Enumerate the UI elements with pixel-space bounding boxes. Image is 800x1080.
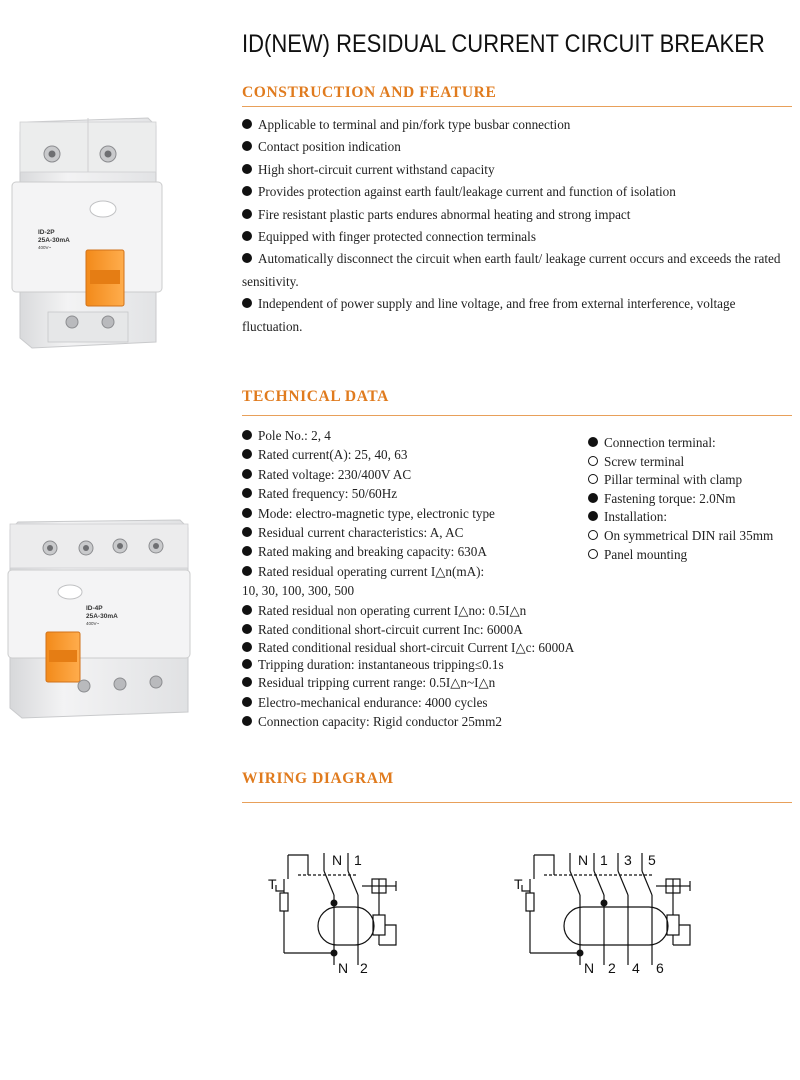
feature-item: Applicable to terminal and pin/fork type busbar connection	[242, 114, 792, 136]
bullet-icon	[242, 659, 252, 669]
product-label-model: ID-2P	[38, 229, 55, 236]
feature-item: Fire resistant plastic parts endures abnormal heating and strong impact	[242, 204, 792, 226]
option-circle-icon	[588, 474, 598, 484]
test-button-label: T	[514, 876, 523, 892]
bullet-icon	[242, 642, 252, 652]
bullet-icon	[242, 566, 252, 576]
spec-item: Connection terminal:	[588, 434, 773, 453]
spec-item: Installation:	[588, 508, 773, 527]
technical-list-right	[588, 434, 773, 564]
product-image-4p	[4, 516, 194, 722]
feature-item: Provides protection against earth fault/leakage current and function of isolation	[242, 181, 792, 203]
spec-item: Rated conditional short-circuit current Inc: 6000A	[242, 620, 602, 639]
construction-list	[242, 114, 792, 338]
bullet-icon	[242, 469, 252, 479]
bullet-icon	[242, 624, 252, 634]
technical-divider	[242, 415, 792, 416]
feature-item: Automatically disconnect the circuit when earth fault/ leakage current occurs and exceeds the rated sensitivity.	[242, 251, 781, 289]
terminal-label-bottom: 2	[608, 960, 616, 976]
terminal-label-top: 1	[600, 852, 608, 868]
bullet-icon	[242, 546, 252, 556]
bullet-icon	[588, 493, 598, 503]
bullet-icon	[242, 527, 252, 537]
spec-item: Tripping duration: instantaneous tripping≤0.1s	[242, 656, 602, 673]
product-label-voltage: 400V~	[86, 621, 100, 626]
feature-item: Equipped with finger protected connection terminals	[242, 226, 792, 248]
spec-item: Residual current characteristics: A, AC	[242, 523, 602, 542]
option-circle-icon	[588, 530, 598, 540]
spec-option: Panel mounting	[588, 546, 773, 565]
spec-item: Connection capacity: Rigid conductor 25mm2	[242, 712, 602, 731]
spec-item: Rated residual operating current I△n(mA):	[242, 562, 602, 581]
spec-option: Screw terminal	[588, 453, 773, 472]
bullet-icon	[242, 449, 252, 459]
spec-option: Pillar terminal with clamp	[588, 471, 773, 490]
bullet-icon	[242, 488, 252, 498]
bullet-icon	[242, 697, 252, 707]
test-button-label: T	[268, 876, 277, 892]
product-label-rating: 25A-30mA	[86, 613, 118, 620]
feature-item: Contact position indication	[242, 136, 792, 158]
bullet-icon	[242, 605, 252, 615]
bullet-icon	[242, 231, 252, 241]
wiring-diagram-2p	[262, 845, 412, 980]
terminal-label-top: 1	[354, 852, 362, 868]
product-label-voltage: 400V~	[38, 245, 52, 250]
bullet-icon	[242, 119, 252, 129]
construction-divider	[242, 106, 792, 107]
wiring-divider	[242, 802, 792, 803]
bullet-icon	[242, 430, 252, 440]
technical-list-left	[242, 426, 602, 732]
spec-item: Rated current(A): 25, 40, 63	[242, 445, 602, 464]
wiring-heading: WIRING DIAGRAM	[242, 770, 394, 787]
spec-item: Rated voltage: 230/400V AC	[242, 465, 602, 484]
terminal-label-top: 3	[624, 852, 632, 868]
spec-option: On symmetrical DIN rail 35mm	[588, 527, 773, 546]
product-label-rating: 25A-30mA	[38, 237, 70, 244]
feature-item: Independent of power supply and line voltage, and free from external interference, voltage fluctuation.	[242, 296, 736, 334]
bullet-icon	[242, 716, 252, 726]
construction-heading: CONSTRUCTION AND FEATURE	[242, 84, 497, 101]
terminal-label-top: N	[332, 852, 343, 868]
spec-item: Fastening torque: 2.0Nm	[588, 490, 773, 509]
bullet-icon	[588, 437, 598, 447]
bullet-icon	[242, 677, 252, 687]
option-circle-icon	[588, 456, 598, 466]
spec-item: Mode: electro-magnetic type, electronic type	[242, 504, 602, 523]
wiring-diagram-4p	[508, 845, 708, 980]
spec-item: Rated residual non operating current I△no: 0.5I△n	[242, 601, 602, 620]
bullet-icon	[242, 141, 252, 151]
bullet-icon	[242, 209, 252, 219]
spec-item: Rated making and breaking capacity: 630A	[242, 542, 602, 561]
spec-item: Rated conditional residual short-circuit Current I△c: 6000A	[242, 639, 602, 656]
bullet-icon	[588, 511, 598, 521]
page-title: ID(NEW) RESIDUAL CURRENT CIRCUIT BREAKER	[242, 30, 765, 58]
terminal-label-bottom: 2	[360, 960, 368, 976]
terminal-label-bottom: N	[338, 960, 349, 976]
product-label-model: ID-4P	[86, 605, 103, 612]
bullet-icon	[242, 508, 252, 518]
product-image-2p	[8, 112, 168, 354]
bullet-icon	[242, 298, 252, 308]
spec-item-continuation: 10, 30, 100, 300, 500	[242, 583, 355, 599]
terminal-label-bottom: 4	[632, 960, 640, 976]
bullet-icon	[242, 186, 252, 196]
terminal-label-bottom: 6	[656, 960, 664, 976]
terminal-label-bottom: N	[584, 960, 595, 976]
feature-item: High short-circuit current withstand capacity	[242, 159, 792, 181]
spec-item: Electro-mechanical endurance: 4000 cycles	[242, 693, 602, 712]
spec-item: Residual tripping current range: 0.5I△n~I△n	[242, 673, 602, 692]
terminal-label-top: 5	[648, 852, 656, 868]
option-circle-icon	[588, 549, 598, 559]
spec-item: Pole No.: 2, 4	[242, 426, 602, 445]
bullet-icon	[242, 164, 252, 174]
spec-item: Rated frequency: 50/60Hz	[242, 484, 602, 503]
terminal-label-top: N	[578, 852, 589, 868]
technical-heading: TECHNICAL DATA	[242, 388, 389, 405]
bullet-icon	[242, 253, 252, 263]
